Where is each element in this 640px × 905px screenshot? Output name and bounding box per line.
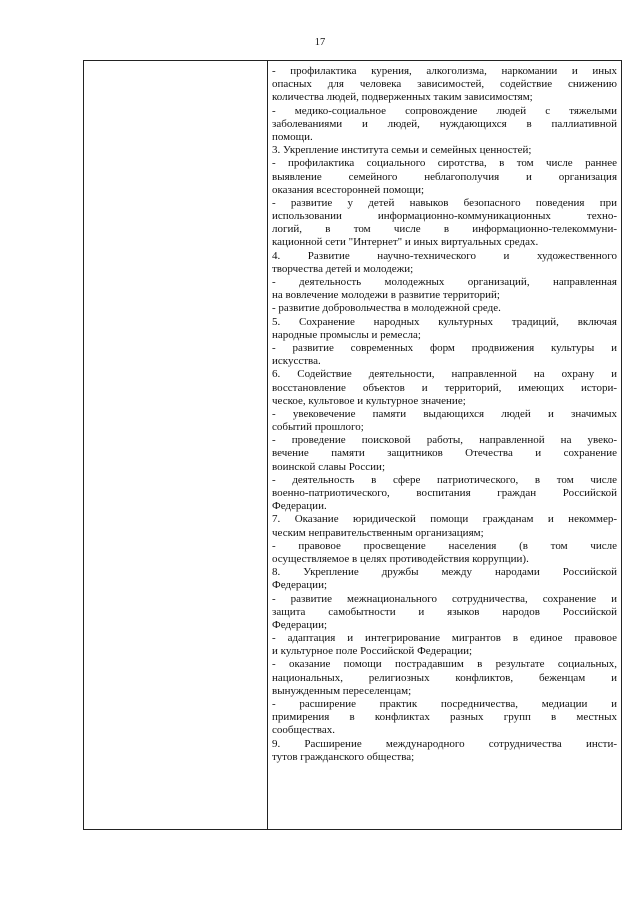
text-line: военно-патриотического, воспитания граждан Российской [272, 487, 617, 499]
text-line: - расширение практик посредничества, медиации и [272, 698, 617, 710]
text-line: Федерации. [272, 500, 327, 513]
text-line: тутов гражданского общества; [272, 750, 415, 763]
text-line: осуществляемое в целях противодействия коррупции). [272, 552, 529, 565]
text-line: 8. Укрепление дружбы между народами Российской [272, 566, 617, 579]
text-line: использовании информационно-коммуникационных техно- [272, 210, 617, 223]
text-line: выявление семейного неблагополучия и организация [272, 170, 617, 183]
text-line: примирения в конфликтах разных групп в местных [272, 711, 617, 724]
text-line: 7. Оказание юридической помощи гражданам и некоммер- [272, 513, 617, 526]
text-line: заболеваниями и людей, нуждающихся в паллиативной [272, 117, 617, 130]
text-line: - медико-социальное сопровождение людей с тяжелыми [272, 104, 617, 117]
table-left-cell [84, 61, 268, 829]
text-line: оказания всесторонней помощи; [272, 183, 425, 196]
text-line: ческим неправительственным организациям; [272, 526, 484, 539]
text-line: кационной сети "Интернет" и иных виртуальных средах. [272, 236, 539, 249]
text-line: национальных, религиозных конфликтов, беженцам и [272, 671, 617, 684]
text-line: опасных для человека зависимостей, содействие снижению [272, 78, 617, 91]
text-line: - развитие современных форм продвижения культуры и [272, 341, 617, 354]
text-line: - правовое просвещение населения (в том числе [272, 539, 617, 552]
text-line: восстановление объектов и территорий, имеющих истори- [272, 381, 617, 394]
text-line: 4. Развитие научно-технического и художественного [272, 249, 617, 262]
text-line: вынужденным переселенцам; [272, 684, 412, 697]
table-right-cell [272, 65, 617, 764]
text-line: помощи. [272, 130, 313, 143]
text-line: - профилактика курения, алкоголизма, наркомании и иных [272, 65, 617, 77]
text-line: вечение памяти защитников Отечества и сохранение [272, 447, 617, 460]
text-line: творчества детей и молодежи; [272, 262, 414, 275]
text-line: - деятельность в сфере патриотического, в том числе [272, 473, 617, 486]
text-line: 6. Содействие деятельности, направленной на охрану и [272, 368, 617, 381]
text-line: 9. Расширение международного сотрудничества инсти- [272, 737, 617, 750]
text-line: ческое, культовое и культурное значение; [272, 394, 466, 407]
text-line: воинской славы России; [272, 460, 385, 473]
text-line: событий прошлого; [272, 421, 364, 434]
text-line: - развитие межнационального сотрудничества, сохранение и [272, 592, 617, 605]
text-line: количества людей, подверженных таким зависимостям; [272, 91, 533, 104]
text-line: Федерации; [272, 579, 328, 592]
text-line: 5. Сохранение народных культурных традиций, включая [272, 315, 617, 328]
text-line: народные промыслы и ремесла; [272, 328, 421, 341]
text-line: - увековечение памяти выдающихся людей и значимых [272, 407, 617, 420]
text-line: защита самобытности и языков народов Российской [272, 605, 617, 618]
text-line: и культурное поле Российской Федерации; [272, 645, 473, 658]
text-line: - проведение поисковой работы, направленной на увеко- [272, 434, 617, 447]
text-line: - деятельность молодежных организаций, направленная [272, 276, 617, 288]
text-line: искусства. [272, 355, 321, 368]
page-number: 17 [314, 37, 326, 48]
text-line: - профилактика социального сиротства, в том числе раннее [272, 157, 617, 170]
text-line: сообществах. [272, 724, 335, 737]
text-line: - оказание помощи пострадавшим в результате социальных, [272, 658, 617, 671]
text-line: на вовлечение молодежи в развитие территорий; [272, 289, 500, 302]
document-table [83, 60, 622, 830]
text-line: Федерации; [272, 618, 328, 631]
text-line: - адаптация и интегрирование мигрантов в единое правовое [272, 632, 617, 645]
text-line: логий, в том числе в информационно-телекоммуни- [272, 223, 617, 236]
text-line: 3. Укрепление института семьи и семейных ценностей; [272, 144, 532, 157]
text-line: - развитие у детей навыков безопасного поведения при [272, 196, 617, 209]
text-line: - развитие добровольчества в молодежной среде. [272, 302, 501, 315]
